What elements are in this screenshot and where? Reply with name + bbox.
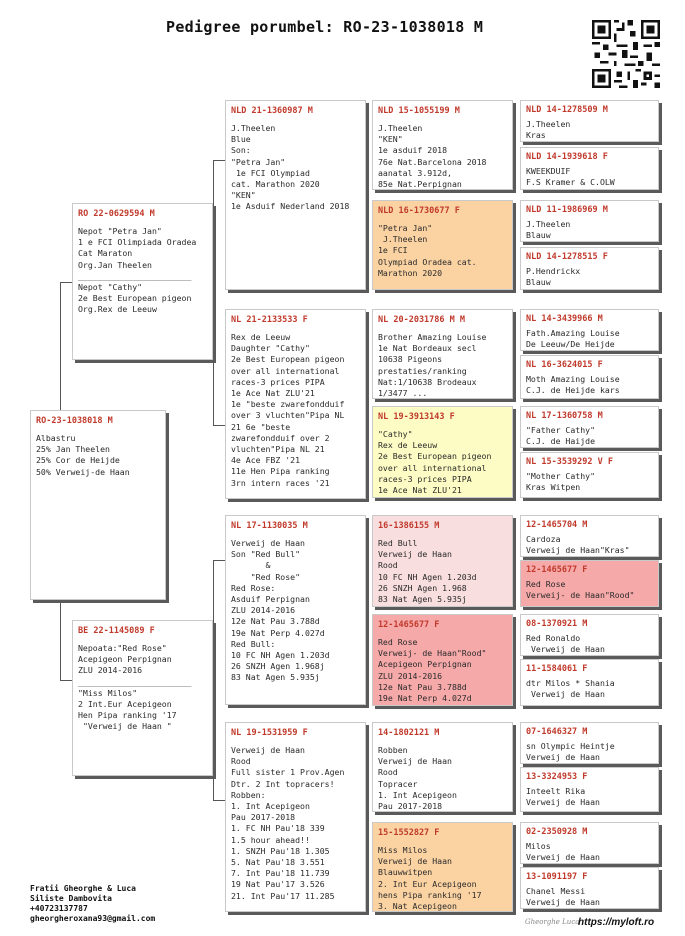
ring-number: NL 16-3624015 F [526, 360, 603, 370]
connector-line [60, 282, 61, 410]
ring-number: NL 19-3913143 F [378, 412, 455, 422]
gen3-card [372, 822, 513, 912]
pigeon-details: KWEEKDUIF F.S Kramer & C.OLW [526, 166, 615, 188]
qr-code-icon [592, 20, 660, 88]
pigeon-details: J.Theelen Blauw [526, 219, 571, 241]
pigeon-details: P.Hendrickx Blauw [526, 266, 581, 288]
ring-number: 12-1465677 F [526, 565, 588, 575]
ring-number: 08-1370921 M [526, 619, 588, 629]
pigeon-details: "Father Cathy" C.J. de Haijde [526, 425, 596, 447]
gen4-card [520, 247, 659, 290]
ring-number: NLD 14-1939618 F [526, 152, 608, 162]
gen4-card [520, 147, 659, 190]
sire-card [72, 203, 213, 360]
connector-line [513, 632, 514, 682]
gen4-card [520, 406, 659, 448]
connector-line [213, 800, 225, 801]
breeder-location: Siliste Dambovita [30, 894, 112, 903]
connector-line [213, 560, 225, 561]
breeder-phone: +40723137787 [30, 904, 88, 913]
ring-number: NL 15-3539292 V F [526, 457, 613, 467]
ring-number: NLD 16-1730677 F [378, 206, 460, 216]
gen3-card [372, 309, 513, 399]
gen4-card [520, 767, 659, 812]
gen2-card [225, 515, 366, 705]
connector-line [213, 160, 225, 161]
pigeon-details: "Cathy" Rex de Leeuw 2e Best European pigeon over all international races-3 prices PIPA 1e Ace Nat ZLU'21 [378, 429, 492, 496]
connector-line [366, 760, 367, 860]
gen4-card [520, 355, 659, 399]
pigeon-details: Verweij de Haan Son "Red Bull" & "Red Rose" Red Rose: Asduif Perpignan ZLU 2014-2016 12e Nat Pau 3.788d 19e Nat Perp 4.027d Red Bull: 10 FC NH Agen 1.203d 26 SNZH Agen 1.968j 83 Nat Agen 5.935j [231, 538, 330, 683]
pigeon-details: J.Theelen "KEN" 1e asduif 2018 76e Nat.Barcelona 2018 aanatal 3.912d, 85e Nat.Perpignan [378, 123, 487, 190]
gen3-card [372, 200, 513, 290]
pigeon-details: sn Olympic Heintje Verweij de Haan [526, 741, 615, 763]
gen2-card [225, 309, 366, 499]
connector-line [513, 840, 514, 888]
pigeon-details: J.Theelen Blue Son: "Petra Jan" 1e FCI Olympiad cat. Marathon 2020 "KEN" 1e Asduif Nederland 2018 [231, 123, 350, 212]
gen4-card [520, 822, 659, 864]
connector-line [513, 222, 514, 270]
gen3-card [372, 722, 513, 812]
pigeon-details: Red Rose Verweij- de Haan"Rood" Acepigeon Perpignan ZLU 2014-2016 12e Nat Pau 3.788d 19e Nat Perp 4.027d [378, 637, 487, 704]
connector-line [366, 145, 367, 245]
gen3-card [372, 614, 513, 706]
connector-line [213, 160, 214, 426]
pigeon-details: Moth Amazing Louise C.J. de Heijde kars [526, 374, 620, 396]
gen4-card [520, 515, 659, 557]
ring-number: 13-1091197 F [526, 872, 588, 882]
ring-number: NLD 21-1360987 M [231, 106, 313, 116]
pigeon-details: Albastru 25% Jan Theelen 25% Cor de Heijde 50% Verweij-de Haan [36, 433, 130, 477]
gen4-card [520, 659, 659, 706]
pigeon-details: dtr Milos * Shania Verweij de Haan [526, 678, 615, 700]
ring-number: 07-1646327 M [526, 727, 588, 737]
connector-line [513, 535, 514, 583]
signature: Gheorghe Luca [525, 918, 580, 926]
pigeon-details: Nepoata:"Red Rose" Acepigeon Perpignan ZLU 2014-2016 _______________________ "Miss Milos" 2 Int.Eur Acepigeon Hen Pipa ranking '17 "Verweij de Haan " [78, 643, 192, 732]
gen4-card [520, 100, 659, 142]
pigeon-details: Red Ronaldo Verweij de Haan [526, 633, 605, 655]
page-title: Pedigree porumbel: RO-23-1038018 M [166, 18, 484, 36]
ring-number: 14-1802121 M [378, 728, 440, 738]
connector-line [60, 680, 72, 681]
ring-number: NLD 14-1278515 F [526, 252, 608, 262]
dam-card [72, 620, 213, 776]
gen4-card [520, 452, 659, 498]
gen4-card [520, 722, 659, 764]
ring-number: 13-3324953 F [526, 772, 588, 782]
connector-line [213, 425, 225, 426]
gen2-card [225, 722, 366, 912]
pigeon-details: Cardoza Verweij de Haan"Kras" [526, 534, 630, 556]
breeder-name: Fratii Gheorghe & Luca [30, 884, 136, 893]
pigeon-details: Miss Milos Verweij de Haan Blauwwitpen 2. Int Eur Acepigeon hens Pipa ranking '17 3. Nat Acepigeon [378, 845, 482, 912]
ring-number: 15-1552827 F [378, 828, 440, 838]
pigeon-details: "Mother Cathy" Kras Witpen [526, 471, 596, 493]
connector-line [513, 120, 514, 168]
pigeon-details: Red Bull Verweij de Haan Rood 10 FC NH Agen 1.203d 26 SNZH Agen 1.968 83 Nat Agen 5.935j [378, 538, 477, 605]
website-link[interactable]: https://myloft.ro [578, 917, 655, 928]
ring-number: RO-23-1038018 M [36, 416, 113, 426]
gen4-card [520, 560, 659, 607]
gen2-card [225, 100, 366, 290]
pigeon-details: J.Theelen Kras [526, 119, 571, 141]
pigeon-details: Rex de Leeuw Daughter "Cathy" 2e Best European pigeon over all international races-3 prices PIPA 1e Ace Nat ZLU'21 1e "beste zwarefondduif over 3 vluchten"Pipa NL 21 6e "beste zwarefondduif over 2 vluchten"Pipa NL 21 4e Ace FBZ '21 11e Hen Pipa ranking 3rn intern races '21 [231, 332, 345, 488]
ring-number: 11-1584061 F [526, 664, 588, 674]
breeder-contact [30, 884, 155, 924]
connector-line [213, 560, 214, 800]
ring-number: 12-1465677 F [378, 620, 440, 630]
ring-number: NL 14-3439966 M [526, 314, 603, 324]
ring-number: NL 19-1531959 F [231, 728, 308, 738]
pigeon-details: Fath.Amazing Louise De Leeuw/De Heijde [526, 328, 620, 350]
connector-line [60, 282, 72, 283]
ring-number: NL 20-2031786 M M [378, 315, 465, 325]
connector-line [60, 600, 61, 680]
connector-line [513, 428, 514, 476]
ring-number: NL 17-1360758 M [526, 411, 603, 421]
pigeon-details: Inteelt Rika Verweij de Haan [526, 786, 600, 808]
pigeon-details: Nepot "Petra Jan" 1 e FCI Olimpiada Oradea Cat Maraton Org.Jan Theelen _______________________ Nepot "Cathy" 2e Best European pigeon Org.Rex de Leeuw [78, 226, 197, 315]
ring-number: BE 22-1145089 F [78, 626, 155, 636]
pigeon-details: Milos Verweij de Haan [526, 841, 600, 863]
connector-line [366, 355, 367, 450]
breeder-email[interactable]: gheorgheroxana93@gmail.com [30, 914, 156, 923]
connector-line [513, 328, 514, 376]
subject-pigeon-card [30, 410, 166, 600]
gen4-card [520, 200, 659, 242]
ring-number: NLD 14-1278509 M [526, 105, 608, 115]
ring-number: NL 21-2133533 F [231, 315, 308, 325]
ring-number: 12-1465704 M [526, 520, 588, 530]
gen3-card [372, 406, 513, 498]
pigeon-details: Brother Amazing Louise 1e Nat Bordeaux secl 10638 Pigeons prestaties/ranking Nat:1/10638 Brodeaux 1/3477 ... [378, 332, 487, 399]
pigeon-details: Chanel Messi Verweij de Haan [526, 886, 600, 908]
gen4-card [520, 867, 659, 909]
ring-number: RO 22-0629594 M [78, 209, 155, 219]
ring-number: NLD 15-1055199 M [378, 106, 460, 116]
connector-line [366, 560, 367, 660]
ring-number: NL 17-1130035 M [231, 521, 308, 531]
pigeon-details: Red Rose Verweij- de Haan"Rood" [526, 579, 635, 601]
gen4-card [520, 309, 659, 351]
gen3-card [372, 515, 513, 607]
gen4-card [520, 614, 659, 656]
pigeon-details: "Petra Jan" J.Theelen 1e FCI Olympiad Oradea cat. Marathon 2020 [378, 223, 477, 278]
ring-number: 16-1386155 M [378, 521, 440, 531]
gen3-card [372, 100, 513, 190]
connector-line [513, 740, 514, 788]
pigeon-details: Robben Verweij de Haan Rood Topracer 1. Int Acepigeon Pau 2017-2018 [378, 745, 457, 812]
ring-number: NLD 11-1986969 M [526, 205, 608, 215]
ring-number: 02-2350928 M [526, 827, 588, 837]
pigeon-details: Verweij de Haan Rood Full sister 1 Prov.Agen Dtr. 2 Int topracers! Robben: 1. Int Acepigeon Pau 2017-2018 1. FC NH Pau'18 339 1.5 hour ahead!! 1. SNZH Pau'18 1.305 5. Nat Pau'18 3.551 7. Int Pau'18 11.739 19 Nat Pau'17 3.526 21. Int Pau'17 11.285 [231, 745, 345, 901]
